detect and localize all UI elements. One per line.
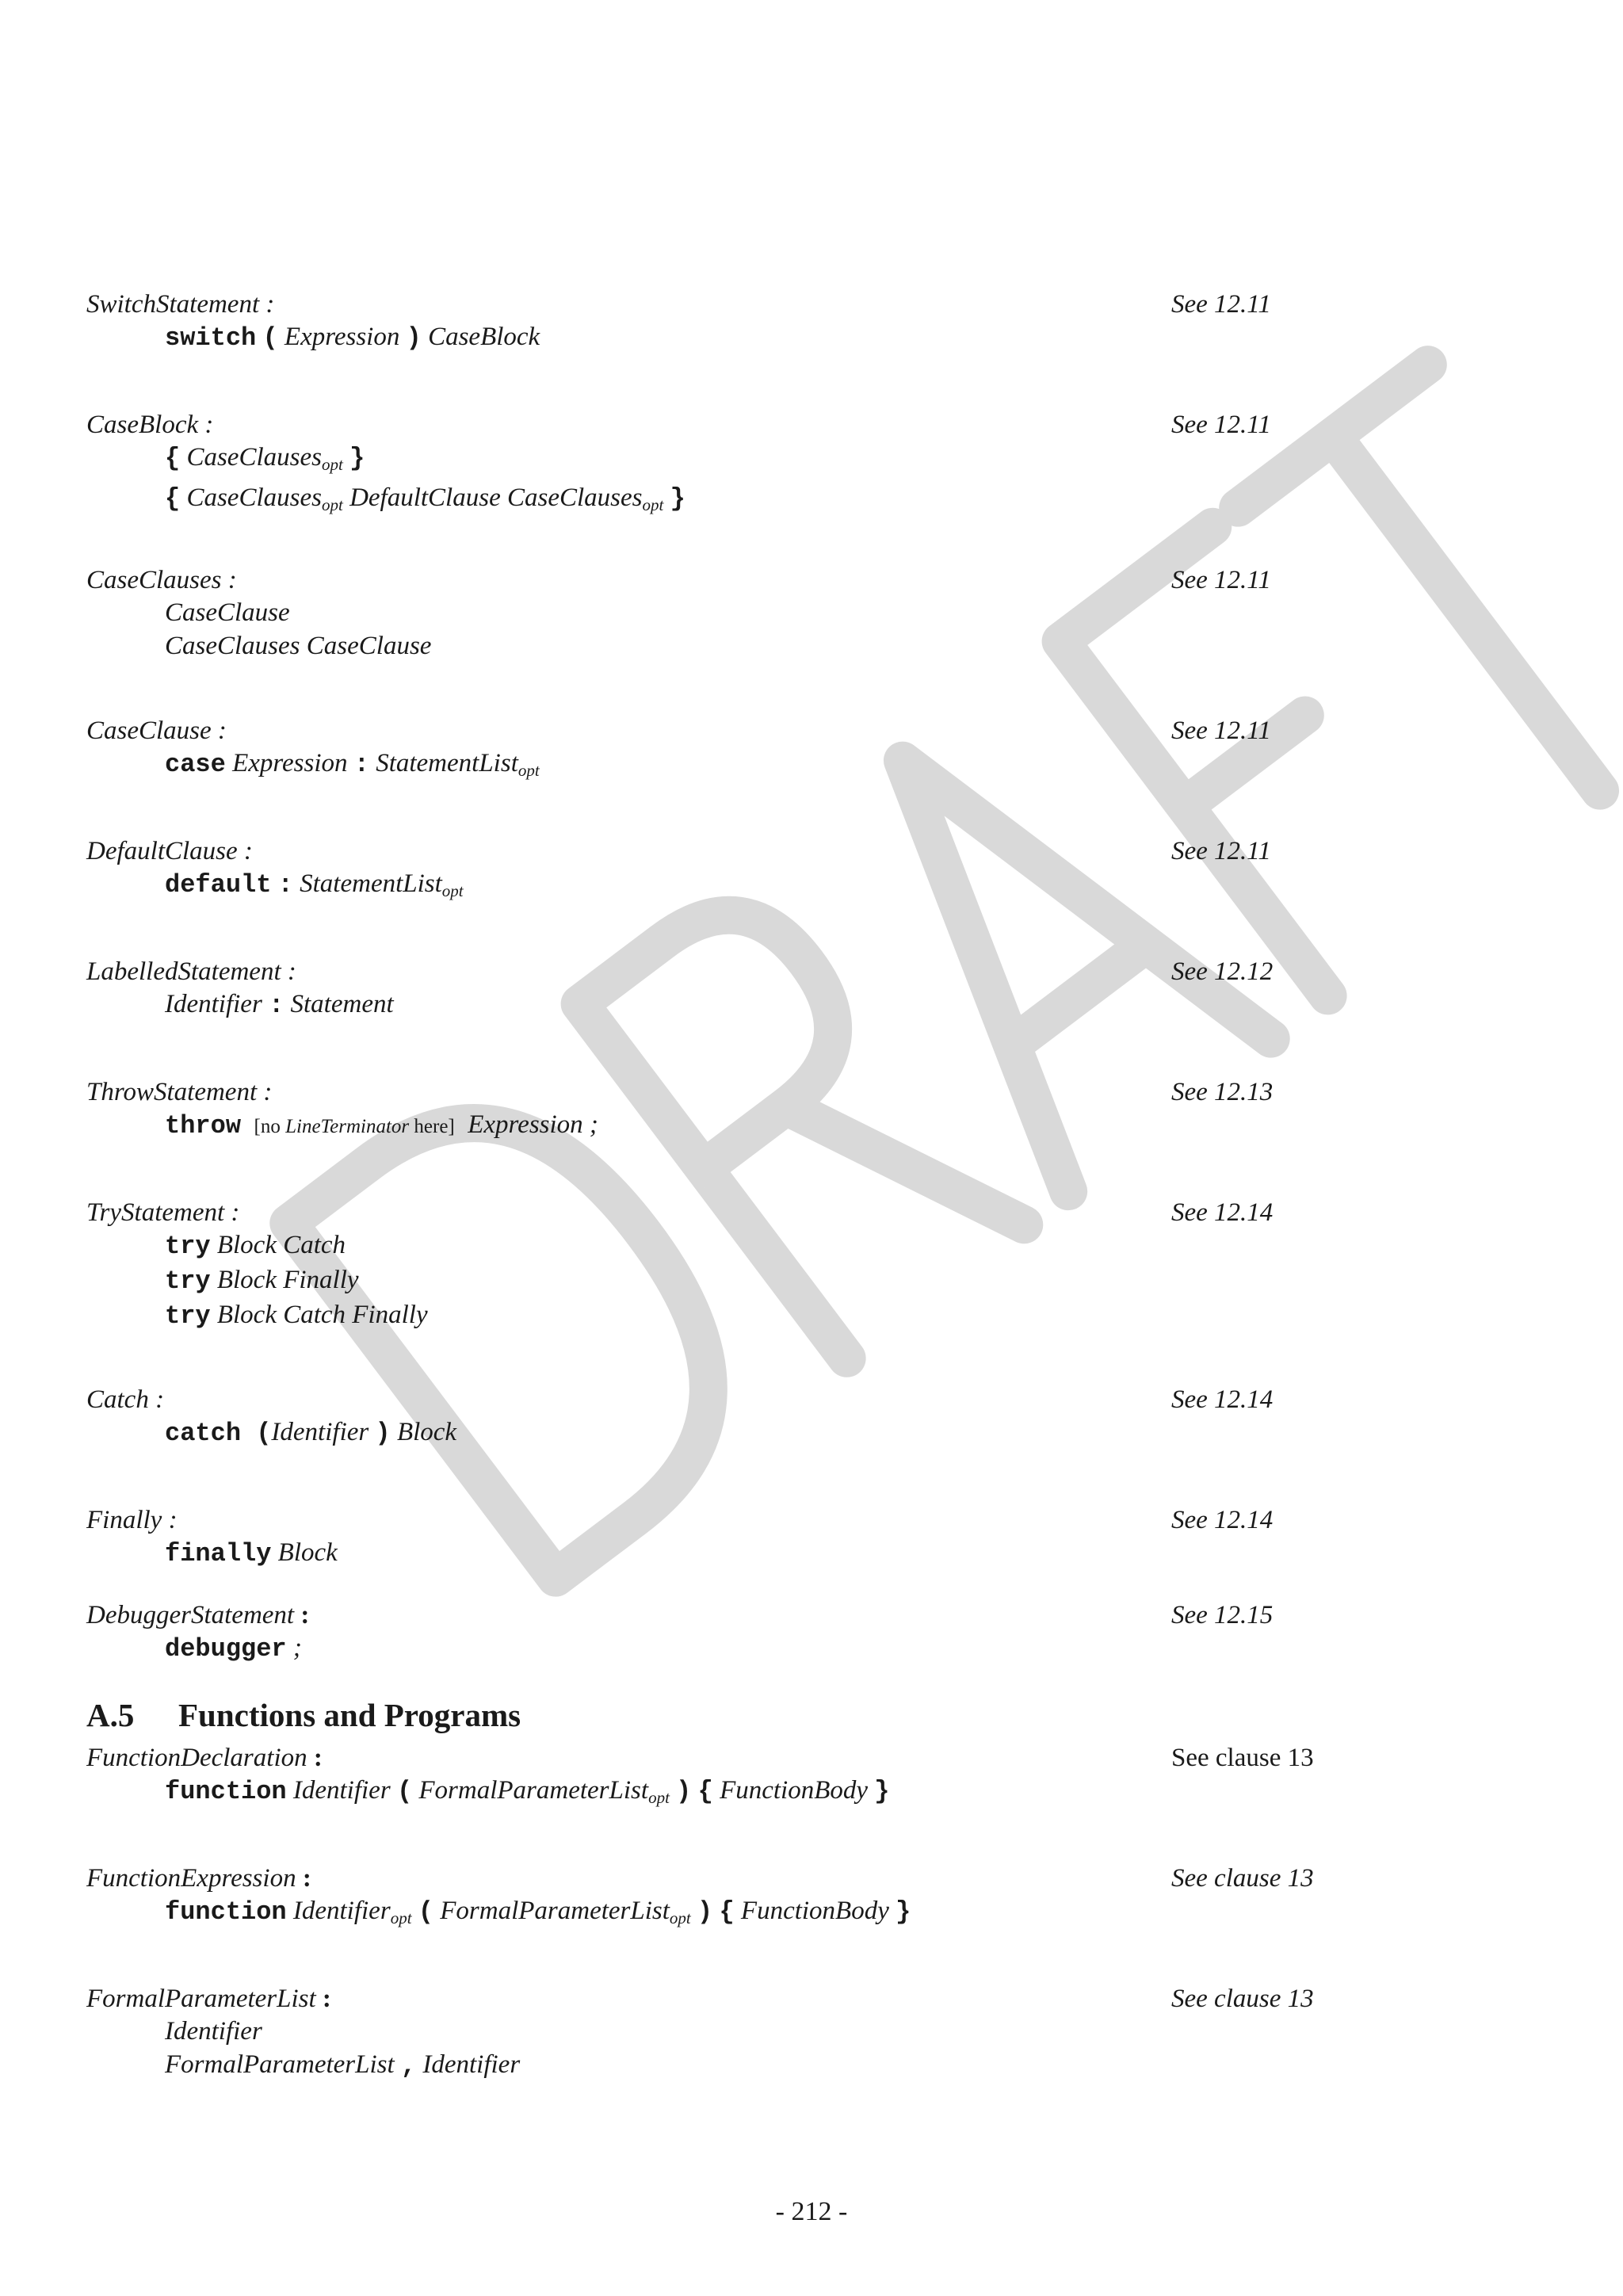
section-reference: See 12.11 [1171,837,1271,865]
production-alternative: { CaseClauses$_{opt}$ DefaultClause CaseClauses$_{opt}$ } [165,483,685,514]
section-reference: See 12.11 [1171,411,1271,439]
production-separator: : [221,566,237,594]
production-separator: : [237,837,253,865]
production-separator: : [259,290,275,319]
section-reference: See 12.11 [1171,566,1271,594]
production-default-clause [86,835,1434,907]
production-function-expression [86,1862,1434,1935]
section-reference: See 12.12 [1171,957,1274,986]
page-number: - 212 - [775,2197,848,2226]
production-name: CaseClauses [86,566,222,594]
production-name: SwitchStatement [86,290,260,319]
section-reference: See 12.13 [1171,1078,1274,1106]
production-alternative: function Identifier ( FormalParameterList$_{opt}$ ) { FunctionBody } [165,1776,890,1807]
production-separator: : [313,1744,323,1772]
production-name: LabelledStatement [86,957,281,986]
production-alternative: Identifier : Statement [165,990,394,1020]
production-alternative: try Block Catch [165,1231,346,1261]
production-name: ThrowStatement [86,1078,258,1106]
production-finally [86,1504,1434,1571]
production-name: Finally [86,1506,162,1534]
production-separator: : [162,1506,178,1534]
production-separator: : [302,1864,311,1893]
production-formal-parameter-list [86,1983,1434,2083]
production-name: FunctionExpression [86,1864,296,1893]
production-try-statement [86,1197,1434,1333]
production-separator: : [211,716,227,745]
production-alternative: try Block Finally [165,1266,359,1296]
production-separator: : [300,1601,310,1629]
production-name: CaseClause [86,716,212,745]
section-reference: See 12.14 [1171,1198,1274,1227]
production-alternative: function Identifier$_{opt}$ ( FormalParameterList$_{opt}$ ) { FunctionBody } [165,1897,911,1927]
section-reference: See 12.14 [1171,1385,1274,1414]
production-separator: : [148,1385,165,1414]
production-throw-statement [86,1076,1434,1144]
production-alternative: CaseClauses CaseClause [165,632,432,660]
production-case-clause [86,715,1434,787]
production-switch-statement [86,288,1434,355]
production-case-clauses [86,564,1434,663]
section-reference: See clause 13 [1171,1864,1314,1893]
production-name: FunctionDeclaration [86,1744,307,1772]
production-catch [86,1384,1434,1450]
section-reference: See 12.15 [1171,1601,1274,1629]
production-name: Catch [86,1385,149,1414]
production-alternative: FormalParameterList , Identifier [165,2050,521,2080]
production-alternative: CaseClause [165,598,290,627]
section-reference: See 12.11 [1171,716,1271,745]
production-name: DebuggerStatement [86,1601,295,1629]
production-alternative: case Expression : StatementList$_{opt}$ [165,749,540,780]
section-reference: See 12.11 [1171,290,1271,319]
production-name: TryStatement [86,1198,225,1227]
production-alternative: { CaseClauses$_{opt}$ } [165,443,365,474]
production-alternative: default : StatementList$_{opt}$ [165,869,464,900]
production-separator: : [322,1985,331,2013]
production-name: DefaultClause [86,837,238,865]
production-alternative: debugger ; [165,1633,302,1664]
production-case-block [86,409,1434,521]
section-number: A.5 [86,1697,135,1733]
production-alternative: try Block Catch Finally [165,1301,428,1331]
production-separator: : [224,1198,240,1227]
section-reference: See clause 13 [1171,1985,1314,2013]
production-labelled-statement [86,956,1434,1022]
production-function-declaration [86,1742,1434,1814]
production-alternative: finally Block [165,1538,338,1568]
section-heading [86,1696,521,1734]
production-debugger-statement [86,1599,1434,1666]
lookahead-note: [no LineTerminator here] [254,1116,455,1137]
production-separator: : [281,957,296,986]
production-alternative: switch ( Expression ) CaseBlock [165,323,540,353]
production-name: CaseBlock [86,411,199,439]
section-reference: See clause 13 [1171,1744,1314,1772]
production-alternative: catch (Identifier ) Block [165,1418,457,1448]
section-reference: See 12.14 [1171,1506,1274,1534]
production-separator: : [257,1078,273,1106]
production-separator: : [198,411,214,439]
production-alternative: Identifier [165,2017,262,2046]
section-title: Functions and Programs [178,1697,521,1733]
production-name: FormalParameterList [86,1985,316,2013]
production-alternative: throw [no LineTerminator here] Expression ; [165,1110,598,1140]
